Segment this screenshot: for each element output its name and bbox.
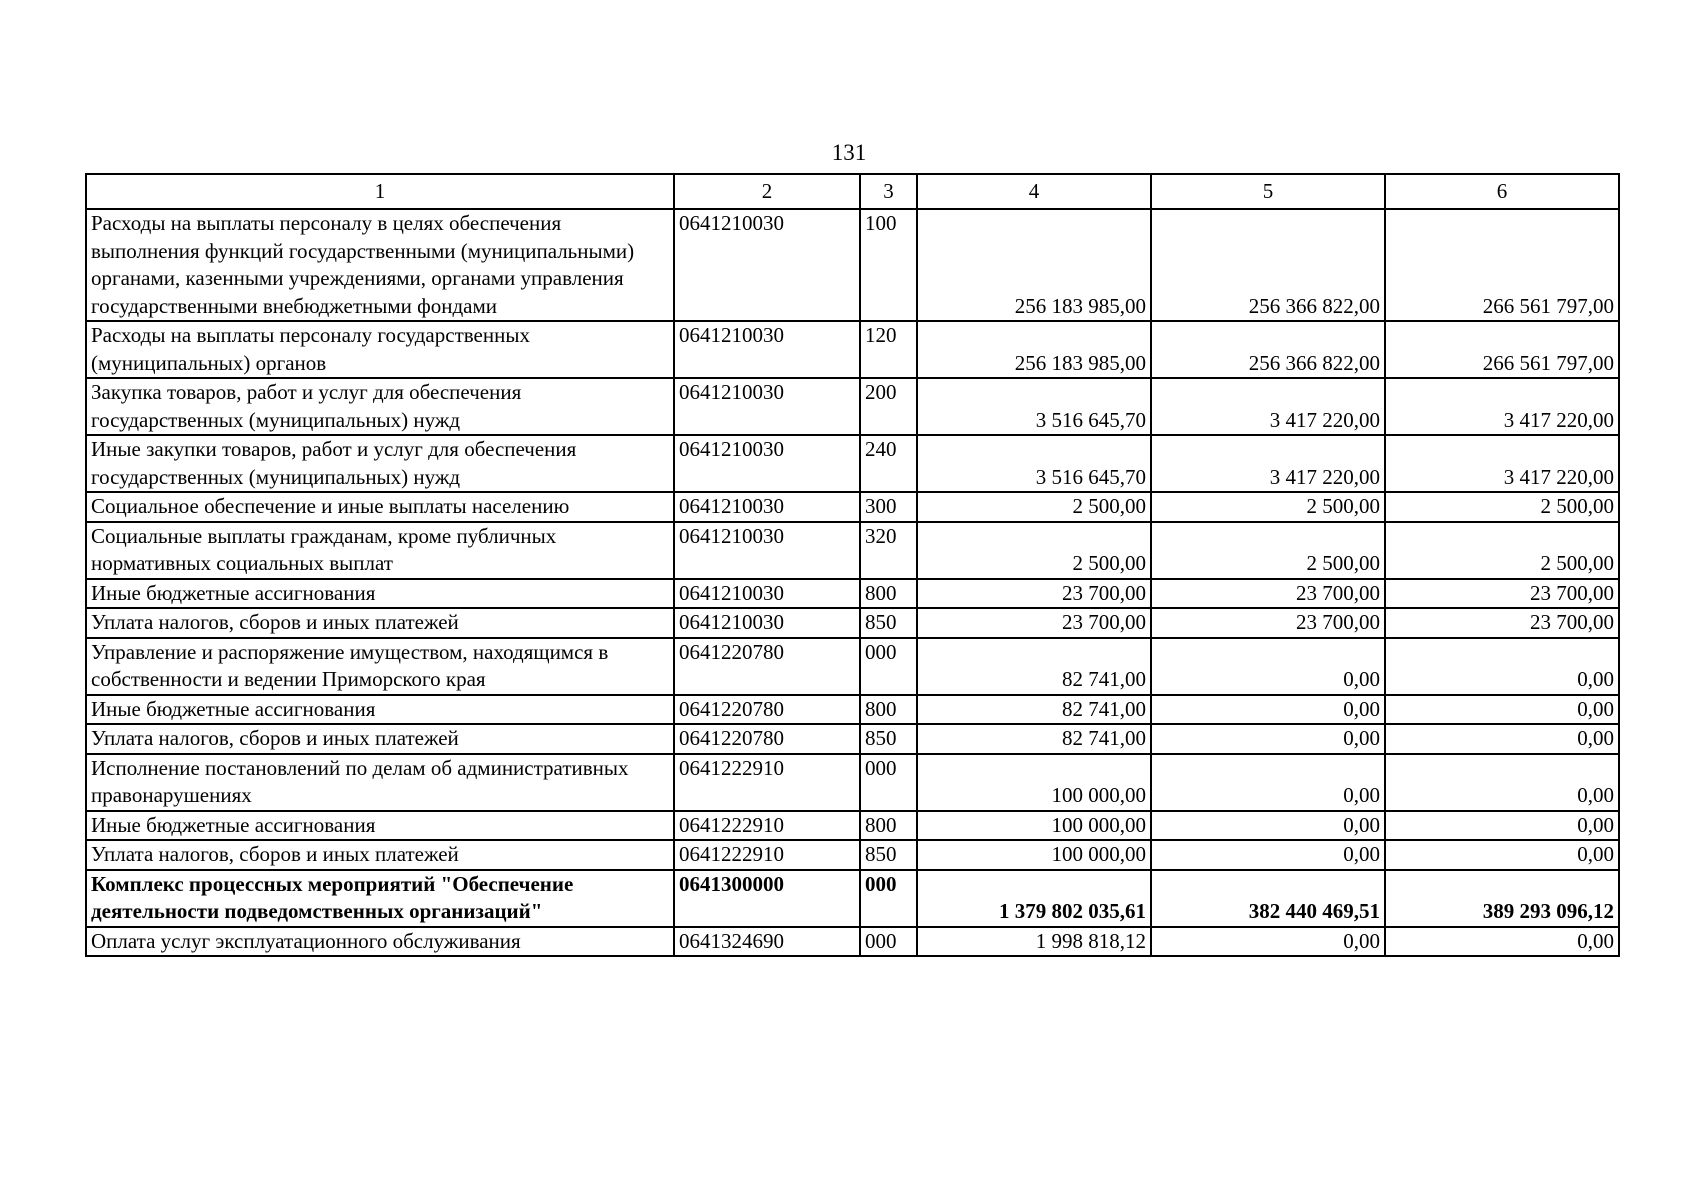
- row-expense-type: 000: [860, 927, 917, 957]
- table-row: [86, 754, 1619, 811]
- row-description: Иные закупки товаров, работ и услуг для обеспечения государственных (муниципальных) нужд: [86, 435, 674, 492]
- row-value-col4: 3 516 645,70: [917, 378, 1151, 435]
- row-value-col5: 0,00: [1151, 840, 1385, 870]
- row-value-col5: 3 417 220,00: [1151, 378, 1385, 435]
- row-value-col4: 23 700,00: [917, 608, 1151, 638]
- row-value-col6: 0,00: [1385, 695, 1619, 725]
- row-code: 0641210030: [674, 378, 860, 435]
- row-expense-type: 100: [860, 209, 917, 321]
- row-value-col4: 82 741,00: [917, 638, 1151, 695]
- row-value-col5: 23 700,00: [1151, 608, 1385, 638]
- row-value-col5: 0,00: [1151, 811, 1385, 841]
- row-code: 0641210030: [674, 209, 860, 321]
- row-description: Исполнение постановлений по делам об административных правонарушениях: [86, 754, 674, 811]
- row-value-col4: 100 000,00: [917, 811, 1151, 841]
- row-expense-type: 850: [860, 608, 917, 638]
- row-value-col5: 0,00: [1151, 724, 1385, 754]
- row-description: Уплата налогов, сборов и иных платежей: [86, 840, 674, 870]
- row-description: Уплата налогов, сборов и иных платежей: [86, 608, 674, 638]
- table-row: [86, 492, 1619, 522]
- row-description: Комплекс процессных мероприятий "Обеспечение деятельности подведомственных организаций": [86, 870, 674, 927]
- table-body: [86, 209, 1619, 956]
- row-value-col6: 0,00: [1385, 754, 1619, 811]
- table-row: [86, 927, 1619, 957]
- row-value-col5: 0,00: [1151, 754, 1385, 811]
- header-col-3: 3: [860, 174, 917, 209]
- table-row: [86, 522, 1619, 579]
- row-description: Иные бюджетные ассигнования: [86, 811, 674, 841]
- table-row: [86, 811, 1619, 841]
- row-code: 0641210030: [674, 579, 860, 609]
- row-value-col5: 256 366 822,00: [1151, 209, 1385, 321]
- row-value-col4: 2 500,00: [917, 522, 1151, 579]
- row-value-col5: 2 500,00: [1151, 492, 1385, 522]
- row-expense-type: 800: [860, 579, 917, 609]
- header-col-6: 6: [1385, 174, 1619, 209]
- row-value-col6: 0,00: [1385, 840, 1619, 870]
- table-row: [86, 870, 1619, 927]
- row-value-col6: 266 561 797,00: [1385, 209, 1619, 321]
- row-value-col4: 100 000,00: [917, 754, 1151, 811]
- header-col-4: 4: [917, 174, 1151, 209]
- row-expense-type: 000: [860, 638, 917, 695]
- header-col-5: 5: [1151, 174, 1385, 209]
- table-row: [86, 209, 1619, 321]
- row-code: 0641210030: [674, 321, 860, 378]
- row-expense-type: 850: [860, 840, 917, 870]
- row-description: Социальные выплаты гражданам, кроме публичных нормативных социальных выплат: [86, 522, 674, 579]
- row-value-col6: 0,00: [1385, 927, 1619, 957]
- row-value-col5: 3 417 220,00: [1151, 435, 1385, 492]
- table-row: [86, 608, 1619, 638]
- row-value-col4: 1 998 818,12: [917, 927, 1151, 957]
- row-value-col4: 82 741,00: [917, 724, 1151, 754]
- row-expense-type: 800: [860, 695, 917, 725]
- row-value-col6: 23 700,00: [1385, 579, 1619, 609]
- row-expense-type: 000: [860, 870, 917, 927]
- row-value-col6: 266 561 797,00: [1385, 321, 1619, 378]
- row-code: 0641222910: [674, 840, 860, 870]
- row-value-col4: 256 183 985,00: [917, 321, 1151, 378]
- table-row: [86, 638, 1619, 695]
- row-code: 0641220780: [674, 638, 860, 695]
- row-code: 0641210030: [674, 435, 860, 492]
- table-row: [86, 435, 1619, 492]
- row-value-col5: 0,00: [1151, 695, 1385, 725]
- row-value-col5: 2 500,00: [1151, 522, 1385, 579]
- row-code: 0641210030: [674, 522, 860, 579]
- row-expense-type: 000: [860, 754, 917, 811]
- row-value-col4: 256 183 985,00: [917, 209, 1151, 321]
- row-code: 0641210030: [674, 608, 860, 638]
- row-description: Расходы на выплаты персоналу в целях обеспечения выполнения функций государственными (муниципальными) органами, казенными учреждениями, органами управления государственными внебюджетными фондами: [86, 209, 674, 321]
- row-code: 0641222910: [674, 811, 860, 841]
- table-row: [86, 378, 1619, 435]
- row-value-col4: 100 000,00: [917, 840, 1151, 870]
- row-value-col4: 3 516 645,70: [917, 435, 1151, 492]
- row-description: Закупка товаров, работ и услуг для обеспечения государственных (муниципальных) нужд: [86, 378, 674, 435]
- budget-table: [85, 173, 1620, 957]
- row-value-col5: 0,00: [1151, 638, 1385, 695]
- row-value-col5: 0,00: [1151, 927, 1385, 957]
- row-value-col5: 382 440 469,51: [1151, 870, 1385, 927]
- row-description: Управление и распоряжение имуществом, находящимся в собственности и ведении Приморского края: [86, 638, 674, 695]
- table-row: [86, 840, 1619, 870]
- row-description: Социальное обеспечение и иные выплаты населению: [86, 492, 674, 522]
- row-value-col5: 23 700,00: [1151, 579, 1385, 609]
- row-value-col6: 0,00: [1385, 811, 1619, 841]
- row-description: Уплата налогов, сборов и иных платежей: [86, 724, 674, 754]
- row-expense-type: 240: [860, 435, 917, 492]
- row-value-col6: 2 500,00: [1385, 522, 1619, 579]
- row-code: 0641300000: [674, 870, 860, 927]
- row-expense-type: 200: [860, 378, 917, 435]
- row-description: Иные бюджетные ассигнования: [86, 579, 674, 609]
- row-expense-type: 320: [860, 522, 917, 579]
- row-value-col6: 23 700,00: [1385, 608, 1619, 638]
- row-value-col6: 3 417 220,00: [1385, 378, 1619, 435]
- row-expense-type: 120: [860, 321, 917, 378]
- table-row: [86, 695, 1619, 725]
- row-value-col4: 1 379 802 035,61: [917, 870, 1151, 927]
- page-number: 131: [831, 140, 867, 165]
- row-expense-type: 300: [860, 492, 917, 522]
- table-row: [86, 724, 1619, 754]
- row-value-col6: 3 417 220,00: [1385, 435, 1619, 492]
- row-value-col4: 82 741,00: [917, 695, 1151, 725]
- header-row: [86, 174, 1619, 209]
- row-value-col4: 23 700,00: [917, 579, 1151, 609]
- row-code: 0641220780: [674, 695, 860, 725]
- row-value-col4: 2 500,00: [917, 492, 1151, 522]
- table-row: [86, 321, 1619, 378]
- row-value-col6: 0,00: [1385, 724, 1619, 754]
- row-code: 0641222910: [674, 754, 860, 811]
- row-description: Иные бюджетные ассигнования: [86, 695, 674, 725]
- row-expense-type: 800: [860, 811, 917, 841]
- row-value-col6: 389 293 096,12: [1385, 870, 1619, 927]
- table-row: [86, 579, 1619, 609]
- header-col-2: 2: [674, 174, 860, 209]
- row-code: 0641210030: [674, 492, 860, 522]
- row-code: 0641220780: [674, 724, 860, 754]
- row-value-col6: 2 500,00: [1385, 492, 1619, 522]
- row-value-col5: 256 366 822,00: [1151, 321, 1385, 378]
- row-description: Расходы на выплаты персоналу государственных (муниципальных) органов: [86, 321, 674, 378]
- row-description: Оплата услуг эксплуатационного обслуживания: [86, 927, 674, 957]
- row-code: 0641324690: [674, 927, 860, 957]
- row-expense-type: 850: [860, 724, 917, 754]
- header-col-1: 1: [86, 174, 674, 209]
- row-value-col6: 0,00: [1385, 638, 1619, 695]
